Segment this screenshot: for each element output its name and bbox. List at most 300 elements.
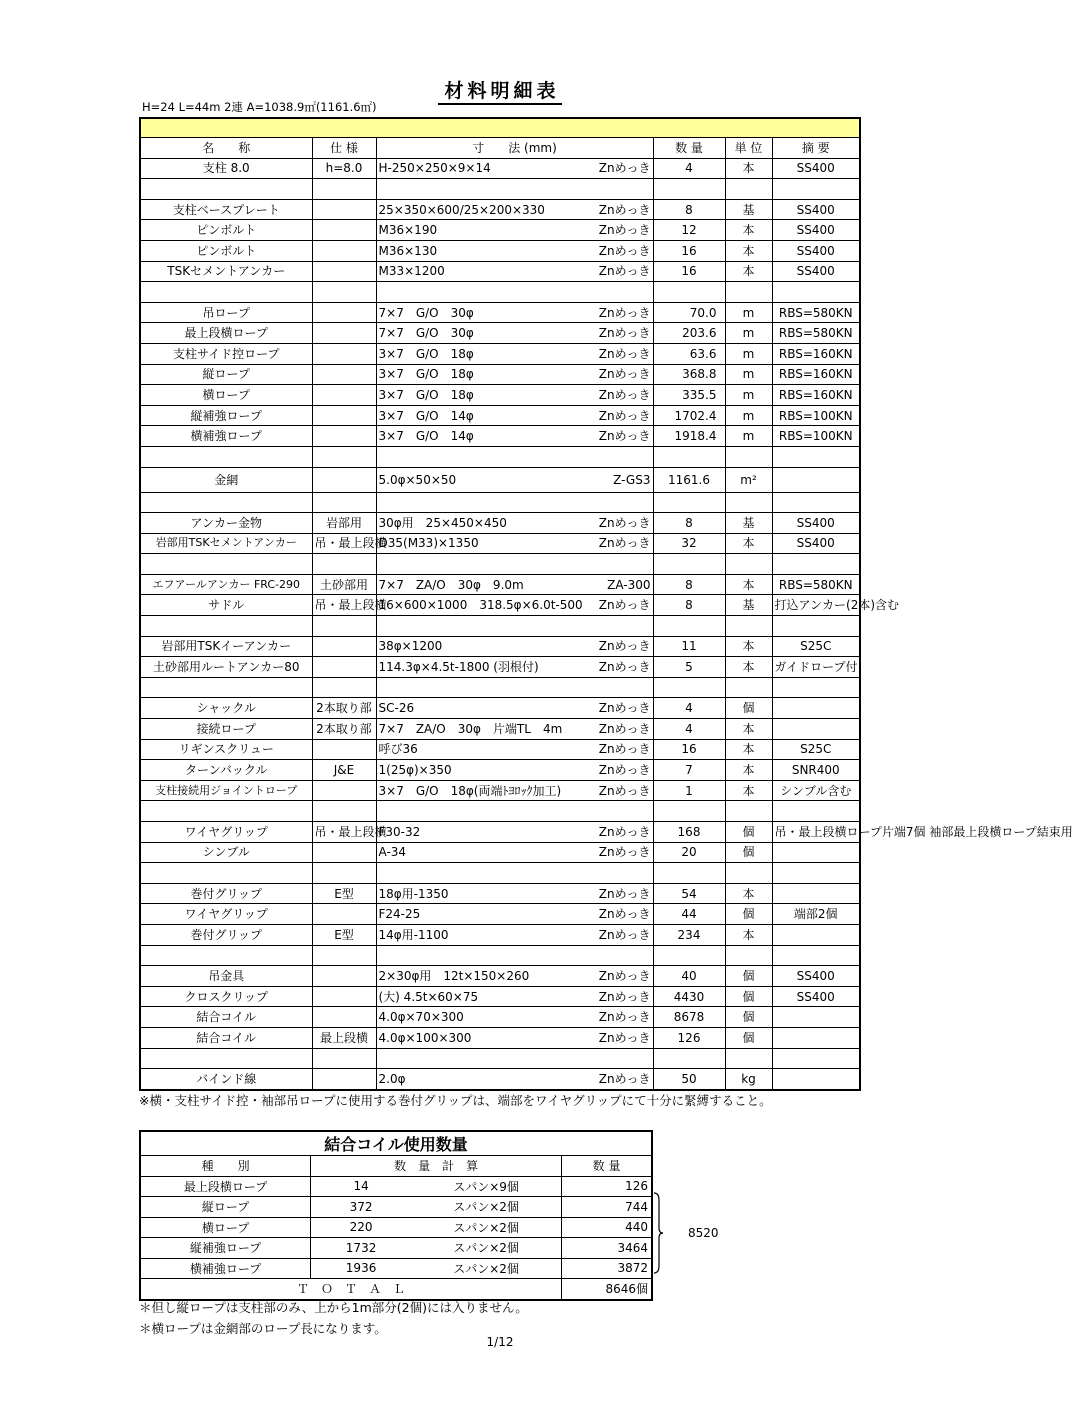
blank-cell <box>140 446 312 467</box>
item-qty: 4 <box>653 158 725 179</box>
item-spec: E型 <box>312 924 376 945</box>
item-note: RBS=580KN <box>772 323 860 344</box>
item-spec <box>312 966 376 987</box>
table-row <box>140 1027 860 1048</box>
coil-count: 1936 <box>311 1258 411 1279</box>
item-finish: Znめっき <box>598 536 651 551</box>
item-finish: Znめっき <box>598 927 651 942</box>
item-dim: D35(M33)×1350 <box>378 536 479 551</box>
blank-cell <box>653 282 725 303</box>
item-qty: 8 <box>653 513 725 534</box>
item-note: RBS=100KN <box>772 405 860 426</box>
table-row <box>140 426 860 447</box>
table-row <box>140 385 860 406</box>
item-note: SS400 <box>772 240 860 261</box>
blank-cell <box>772 677 860 698</box>
item-unit: 本 <box>725 657 772 678</box>
item-dim: 呼び36 <box>378 742 418 757</box>
item-spec <box>312 426 376 447</box>
item-name: アンカー金物 <box>140 513 312 534</box>
item-finish: Znめっき <box>598 326 651 341</box>
item-note: SS400 <box>772 513 860 534</box>
item-note: SS400 <box>772 986 860 1007</box>
item-qty: 1 <box>653 780 725 801</box>
item-dimensions <box>376 364 653 385</box>
table-row <box>140 760 860 781</box>
item-finish: Znめっき <box>598 886 651 901</box>
item-spec <box>312 842 376 863</box>
item-qty: 32 <box>653 533 725 554</box>
coil-header-calc: 数 量 計 算 <box>311 1156 562 1177</box>
item-spec <box>312 780 376 801</box>
item-dim: 2.0φ <box>378 1071 406 1086</box>
blank-cell <box>376 863 653 884</box>
item-qty: 4 <box>653 698 725 719</box>
item-spec <box>312 364 376 385</box>
item-dim: H-250×250×9×14 <box>378 161 491 176</box>
item-dim: 4.0φ×70×300 <box>378 1010 464 1025</box>
item-unit: m <box>725 385 772 406</box>
item-dim: 1(25φ)×350 <box>378 763 452 778</box>
item-qty: 11 <box>653 636 725 657</box>
blank-row <box>140 677 860 698</box>
item-dim: 18φ用-1350 <box>378 886 449 901</box>
blank-cell <box>140 801 312 822</box>
item-spec: 岩部用 <box>312 513 376 534</box>
item-note: SS400 <box>772 261 860 282</box>
blank-cell <box>376 446 653 467</box>
item-qty: 1161.6 <box>653 467 725 492</box>
item-dimensions <box>376 986 653 1007</box>
coil-span: スパン×2個 <box>411 1197 562 1218</box>
item-spec <box>312 199 376 220</box>
table-row <box>140 595 860 616</box>
table-row <box>140 636 860 657</box>
item-name: ワイヤグリップ <box>140 822 312 843</box>
item-dimensions <box>376 966 653 987</box>
blank-row <box>140 616 860 637</box>
item-spec <box>312 323 376 344</box>
item-unit: 個 <box>725 1007 772 1028</box>
blank-cell <box>312 1048 376 1069</box>
table-row <box>140 405 860 426</box>
coil-qty: 440 <box>562 1217 652 1238</box>
table-row <box>140 158 860 179</box>
blank-row <box>140 179 860 200</box>
item-dimensions <box>376 595 653 616</box>
header-qty: 数 量 <box>653 138 725 159</box>
table-row <box>140 883 860 904</box>
item-dimensions <box>376 405 653 426</box>
item-name: シャックル <box>140 698 312 719</box>
item-dim: 4.0φ×100×300 <box>378 1030 472 1045</box>
item-dim: 114.3φ×4.5t-1800 (羽根付) <box>378 660 539 675</box>
item-note <box>772 467 860 492</box>
header-unit: 単 位 <box>725 138 772 159</box>
item-spec <box>312 220 376 241</box>
item-spec: 2本取り部 <box>312 719 376 740</box>
item-spec <box>312 1007 376 1028</box>
item-note: SS400 <box>772 966 860 987</box>
blank-cell <box>312 863 376 884</box>
item-spec: 吊・最上段横 <box>312 533 376 554</box>
blank-cell <box>140 1048 312 1069</box>
item-dimensions <box>376 822 653 843</box>
blank-cell <box>772 863 860 884</box>
blank-cell <box>140 677 312 698</box>
item-name: クロスクリップ <box>140 986 312 1007</box>
item-spec <box>312 467 376 492</box>
blank-cell <box>653 945 725 966</box>
blank-row <box>140 282 860 303</box>
item-spec: 吊・最上段横 <box>312 595 376 616</box>
item-dimensions <box>376 739 653 760</box>
coil-header-kind: 種 別 <box>140 1156 311 1177</box>
coil-count: 372 <box>311 1197 411 1218</box>
item-dim: (大) 4.5t×60×75 <box>378 989 479 1004</box>
blank-cell <box>772 945 860 966</box>
bottom-note-1: ＊但し縦ロープは支柱部のみ、上から1m部分(2個)には入りません。 <box>139 1300 528 1315</box>
item-spec <box>312 261 376 282</box>
item-dim: 38φ×1200 <box>378 639 443 654</box>
blank-row <box>140 863 860 884</box>
item-note: RBS=580KN <box>772 302 860 323</box>
item-qty: 20 <box>653 842 725 863</box>
item-spec <box>312 986 376 1007</box>
table-row <box>140 574 860 595</box>
item-dim: 30φ用 25×450×450 <box>378 515 507 530</box>
item-finish: Znめっき <box>598 639 651 654</box>
item-dimensions <box>376 533 653 554</box>
blank-cell <box>725 677 772 698</box>
blank-cell <box>376 616 653 637</box>
item-spec: 吊・最上段横 <box>312 822 376 843</box>
item-name: エフアールアンカー FRC-290 <box>140 574 312 595</box>
item-unit: 本 <box>725 760 772 781</box>
item-finish: Znめっき <box>598 742 651 757</box>
blank-cell <box>653 677 725 698</box>
item-unit: kg <box>725 1069 772 1090</box>
coil-qty: 3464 <box>562 1238 652 1259</box>
item-dimensions <box>376 842 653 863</box>
item-dimensions <box>376 302 653 323</box>
item-spec: h=8.0 <box>312 158 376 179</box>
blank-row <box>140 801 860 822</box>
item-finish: Znめっき <box>598 305 651 320</box>
item-qty: 368.8 <box>653 364 725 385</box>
item-unit: m <box>725 302 772 323</box>
item-note: SS400 <box>772 158 860 179</box>
item-unit: 本 <box>725 158 772 179</box>
blank-cell <box>653 179 725 200</box>
item-spec <box>312 302 376 323</box>
item-name: 吊金具 <box>140 966 312 987</box>
header-dims: 寸 法 (mm) <box>376 138 653 159</box>
item-name: 岩部用TSKセメントアンカー <box>140 533 312 554</box>
blank-cell <box>725 179 772 200</box>
item-spec <box>312 385 376 406</box>
item-name: 支柱 8.0 <box>140 158 312 179</box>
coil-qty: 126 <box>562 1176 652 1197</box>
item-qty: 1702.4 <box>653 405 725 426</box>
item-name: 金網 <box>140 467 312 492</box>
item-name: 支柱サイド控ロープ <box>140 343 312 364</box>
blank-cell <box>376 492 653 513</box>
item-dim: A-34 <box>378 845 407 860</box>
coil-kind: 横ロープ <box>140 1217 311 1238</box>
blank-cell <box>772 554 860 575</box>
item-finish: Znめっき <box>598 660 651 675</box>
table-row <box>140 986 860 1007</box>
coil-qty: 744 <box>562 1197 652 1218</box>
table-row <box>140 904 860 925</box>
coil-row <box>140 1238 652 1259</box>
item-note: シンブル含む <box>772 780 860 801</box>
item-qty: 63.6 <box>653 343 725 364</box>
table-row <box>140 199 860 220</box>
blank-cell <box>653 863 725 884</box>
item-spec <box>312 657 376 678</box>
item-note <box>772 842 860 863</box>
item-unit: 本 <box>725 883 772 904</box>
item-note: RBS=160KN <box>772 343 860 364</box>
item-dimensions <box>376 343 653 364</box>
item-dimensions <box>376 636 653 657</box>
table-row <box>140 261 860 282</box>
coil-kind: 横補強ロープ <box>140 1258 311 1279</box>
item-finish: ZA-300 <box>607 577 651 592</box>
item-dim: F24-25 <box>378 907 421 922</box>
item-spec <box>312 1069 376 1090</box>
blank-row <box>140 446 860 467</box>
table-row <box>140 302 860 323</box>
item-finish: Z-GS3 <box>613 472 651 487</box>
item-dimensions <box>376 780 653 801</box>
item-note <box>772 698 860 719</box>
blank-cell <box>376 801 653 822</box>
item-dim: 7×7 G/O 30φ <box>378 326 474 341</box>
item-finish: Znめっき <box>598 243 651 258</box>
item-finish: Znめっき <box>598 161 651 176</box>
main-note: ※横・支柱サイド控・袖部吊ロープに使用する巻付グリップは、端部をワイヤグリップにて十分に緊縛すること。 <box>139 1093 772 1108</box>
item-name: 巻付グリップ <box>140 883 312 904</box>
item-unit: 本 <box>725 574 772 595</box>
item-name: 結合コイル <box>140 1027 312 1048</box>
item-qty: 4 <box>653 719 725 740</box>
blank-cell <box>376 179 653 200</box>
item-note <box>772 924 860 945</box>
table-row <box>140 467 860 492</box>
item-dimensions <box>376 904 653 925</box>
item-name: 縦ロープ <box>140 364 312 385</box>
item-dimensions <box>376 1027 653 1048</box>
item-qty: 16 <box>653 739 725 760</box>
item-qty: 8 <box>653 595 725 616</box>
blank-cell <box>725 492 772 513</box>
item-qty: 54 <box>653 883 725 904</box>
item-name: バインド線 <box>140 1069 312 1090</box>
item-qty: 168 <box>653 822 725 843</box>
item-name: ワイヤグリップ <box>140 904 312 925</box>
item-dimensions <box>376 760 653 781</box>
item-unit: 個 <box>725 1027 772 1048</box>
item-note: 打込アンカー(2本)含む <box>772 595 860 616</box>
coil-row <box>140 1176 652 1197</box>
item-name: 支柱ベースプレート <box>140 199 312 220</box>
item-dim: 7×7 ZA/O 30φ 片端TL 4m <box>378 721 563 736</box>
item-finish: Znめっき <box>598 783 651 798</box>
item-unit: m² <box>725 467 772 492</box>
item-name: ピンボルト <box>140 240 312 261</box>
blank-cell <box>653 554 725 575</box>
item-name: リギンスクリュー <box>140 739 312 760</box>
item-note <box>772 719 860 740</box>
item-unit: 本 <box>725 719 772 740</box>
blank-cell <box>725 801 772 822</box>
item-dim: 3×7 G/O 18φ <box>378 346 474 361</box>
table-row <box>140 924 860 945</box>
item-finish: Znめっき <box>598 264 651 279</box>
blank-cell <box>653 446 725 467</box>
blank-cell <box>772 616 860 637</box>
blank-cell <box>312 446 376 467</box>
blank-row <box>140 492 860 513</box>
item-finish: Znめっき <box>598 223 651 238</box>
blank-cell <box>140 616 312 637</box>
item-name: シンブル <box>140 842 312 863</box>
coil-row <box>140 1217 652 1238</box>
blank-cell <box>140 492 312 513</box>
item-finish: Znめっき <box>598 701 651 716</box>
item-dimensions <box>376 158 653 179</box>
blank-cell <box>312 282 376 303</box>
blank-cell <box>772 282 860 303</box>
item-dim: F30-32 <box>378 824 421 839</box>
item-unit: 本 <box>725 780 772 801</box>
item-dim: 25×350×600/25×200×330 <box>378 202 545 217</box>
blank-cell <box>140 179 312 200</box>
item-qty: 44 <box>653 904 725 925</box>
table-row <box>140 364 860 385</box>
sum-bracket-icon <box>653 1192 663 1274</box>
blank-row <box>140 1048 860 1069</box>
blank-cell <box>140 863 312 884</box>
blank-cell <box>653 616 725 637</box>
item-name: 最上段横ロープ <box>140 323 312 344</box>
blank-cell <box>725 616 772 637</box>
item-note: S25C <box>772 739 860 760</box>
item-name: 支柱接続用ジョイントロープ <box>140 780 312 801</box>
item-dimensions <box>376 261 653 282</box>
item-dim: 7×7 ZA/O 30φ 9.0m <box>378 577 524 592</box>
coil-count: 1732 <box>311 1238 411 1259</box>
table-row <box>140 657 860 678</box>
blank-cell <box>772 492 860 513</box>
item-note: ガイドロープ付 <box>772 657 860 678</box>
coil-table-title: 結合コイル使用数量 <box>140 1131 652 1156</box>
item-finish: Znめっき <box>598 989 651 1004</box>
item-dim: SC-26 <box>378 701 415 716</box>
item-dimensions <box>376 883 653 904</box>
item-unit: m <box>725 426 772 447</box>
table-row <box>140 240 860 261</box>
blank-cell <box>312 179 376 200</box>
table-header-row <box>140 138 860 159</box>
item-unit: 個 <box>725 698 772 719</box>
blank-cell <box>312 492 376 513</box>
item-finish: Znめっき <box>598 387 651 402</box>
bottom-note-2: ＊横ロープは金網部のロープ長になります。 <box>139 1321 387 1336</box>
item-finish: Znめっき <box>598 968 651 983</box>
item-qty: 8 <box>653 199 725 220</box>
blank-cell <box>725 863 772 884</box>
item-qty: 1918.4 <box>653 426 725 447</box>
blank-cell <box>312 945 376 966</box>
item-unit: 本 <box>725 220 772 241</box>
item-name: 縦補強ロープ <box>140 405 312 426</box>
blank-cell <box>140 282 312 303</box>
item-dim: 3×7 G/O 18φ <box>378 387 474 402</box>
item-note <box>772 883 860 904</box>
coil-span: スパン×2個 <box>411 1217 562 1238</box>
blank-cell <box>772 446 860 467</box>
bracket-sum: 8520 <box>688 1226 719 1240</box>
blank-cell <box>772 1048 860 1069</box>
header-name: 名 称 <box>140 138 312 159</box>
header-spec: 仕 様 <box>312 138 376 159</box>
blank-cell <box>725 282 772 303</box>
item-qty: 7 <box>653 760 725 781</box>
item-unit: 基 <box>725 513 772 534</box>
coil-span: スパン×2個 <box>411 1258 562 1279</box>
item-qty: 5 <box>653 657 725 678</box>
item-name: ターンバックル <box>140 760 312 781</box>
item-qty: 126 <box>653 1027 725 1048</box>
item-dim: 5.0φ×50×50 <box>378 472 457 487</box>
item-unit: 本 <box>725 739 772 760</box>
item-unit: 基 <box>725 595 772 616</box>
item-unit: m <box>725 364 772 385</box>
header-note: 摘 要 <box>772 138 860 159</box>
item-unit: m <box>725 343 772 364</box>
item-spec <box>312 240 376 261</box>
item-dimensions <box>376 426 653 447</box>
item-note <box>772 1069 860 1090</box>
item-finish: Znめっき <box>598 1030 651 1045</box>
item-finish: Znめっき <box>598 1071 651 1086</box>
item-dimensions <box>376 199 653 220</box>
item-unit: 個 <box>725 966 772 987</box>
item-name: 横ロープ <box>140 385 312 406</box>
materials-table <box>139 117 1073 1091</box>
item-note: RBS=160KN <box>772 385 860 406</box>
item-qty: 4430 <box>653 986 725 1007</box>
item-dimensions <box>376 240 653 261</box>
coil-total-label: Ｔ Ｏ Ｔ Ａ Ｌ <box>140 1279 562 1300</box>
item-spec <box>312 405 376 426</box>
item-dimensions <box>376 1007 653 1028</box>
item-finish: Znめっき <box>598 763 651 778</box>
coil-span: スパン×9個 <box>411 1176 562 1197</box>
blank-cell <box>312 677 376 698</box>
blank-cell <box>725 945 772 966</box>
item-unit: 本 <box>725 924 772 945</box>
item-note: SS400 <box>772 220 860 241</box>
item-dim: 3×7 G/O 14φ <box>378 408 474 423</box>
item-qty: 70.0 <box>653 302 725 323</box>
item-note: RBS=580KN <box>772 574 860 595</box>
table-row <box>140 220 860 241</box>
